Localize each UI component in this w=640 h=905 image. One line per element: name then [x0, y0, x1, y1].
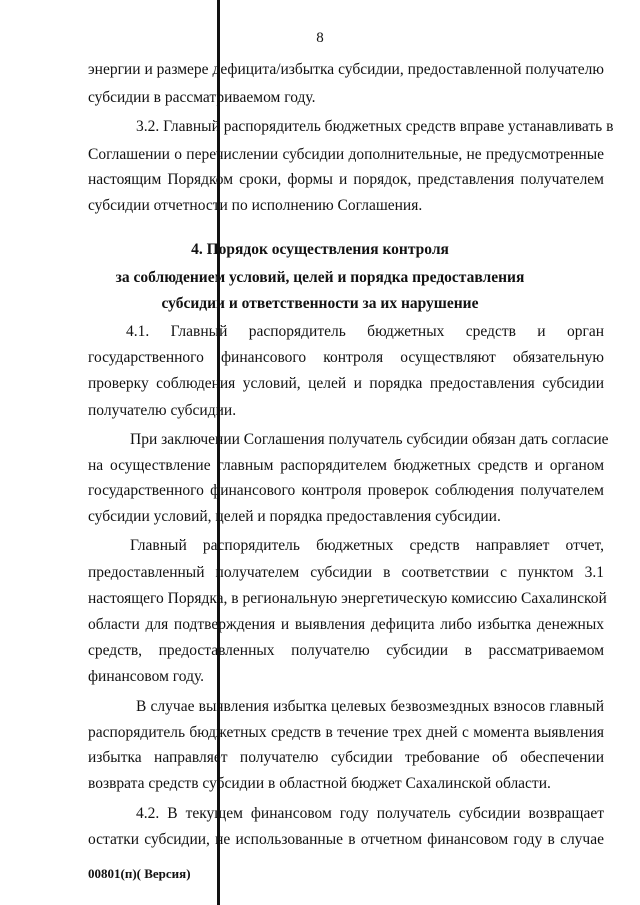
section-heading: 4. Порядок осуществления контроля — [191, 241, 449, 258]
text-line: Соглашении о перечислении субсидии дополнительные, не предусмотренные — [88, 146, 604, 163]
section-heading: субсидии и ответственности за их нарушение — [161, 295, 479, 312]
text-line: получателю субсидии. — [88, 402, 237, 419]
page-number: 8 — [316, 30, 324, 46]
text-line: государственного финансового контроля проверок соблюдения получателем — [88, 482, 604, 499]
text-line: 4.1. Главный распорядитель бюджетных средств и орган — [126, 323, 604, 340]
text-line: на осуществление главным распорядителем бюджетных средств и органом — [88, 457, 604, 474]
text-line: субсидии в рассматриваемом году. — [88, 89, 316, 106]
text-line: энергии и размере дефицита/избытка субсидии, предоставленной получателю — [88, 61, 604, 78]
text-line: проверку соблюдения условий, целей и порядка предоставления субсидии — [88, 375, 604, 392]
text-line: распорядитель бюджетных средств в течение трех дней с момента выявления — [88, 724, 604, 741]
text-line: избытка направляет получателю субсидии требование об обеспечении — [88, 749, 604, 766]
section-heading: за соблюдением условий, целей и порядка предоставления — [115, 269, 525, 286]
document-code-footer: 00801(п)( Версия) — [88, 866, 191, 881]
text-line: субсидии условий, целей и порядка предоставления субсидии. — [88, 508, 501, 525]
text-line: настоящего Порядка, в региональную энергетическую комиссию Сахалинской — [88, 590, 607, 607]
text-line: Главный распорядитель бюджетных средств направляет отчет, — [130, 537, 604, 554]
text-line: предоставленный получателем субсидии в соответствии с пунктом 3.1 — [88, 564, 604, 581]
text-line: настоящим Порядком сроки, формы и порядок, представления получателем — [88, 171, 604, 188]
text-line: средств, предоставленных получателю субсидии в рассматриваемом — [88, 642, 604, 659]
text-line: области для подтверждения и выявления дефицита либо избытка денежных — [88, 616, 604, 633]
text-line: субсидии отчетности по исполнению Соглашения. — [88, 197, 423, 214]
text-line: 4.2. В текущем финансовом году получатель субсидии возвращает — [136, 805, 604, 822]
text-line: остатки субсидии, не использованные в отчетном финансовом году в случае — [88, 831, 604, 848]
text-line: 3.2. Главный распорядитель бюджетных средств вправе устанавливать в — [136, 118, 614, 135]
text-line: В случае выявления избытка целевых безвозмездных взносов главный — [136, 698, 604, 715]
text-line: государственного финансового контроля осуществляют обязательную — [88, 349, 604, 366]
text-line: возврата средств субсидии в областной бюджет Сахалинской области. — [88, 775, 551, 792]
text-line: финансовом году. — [88, 668, 205, 685]
text-line: При заключении Соглашения получатель субсидии обязан дать согласие — [130, 431, 609, 448]
